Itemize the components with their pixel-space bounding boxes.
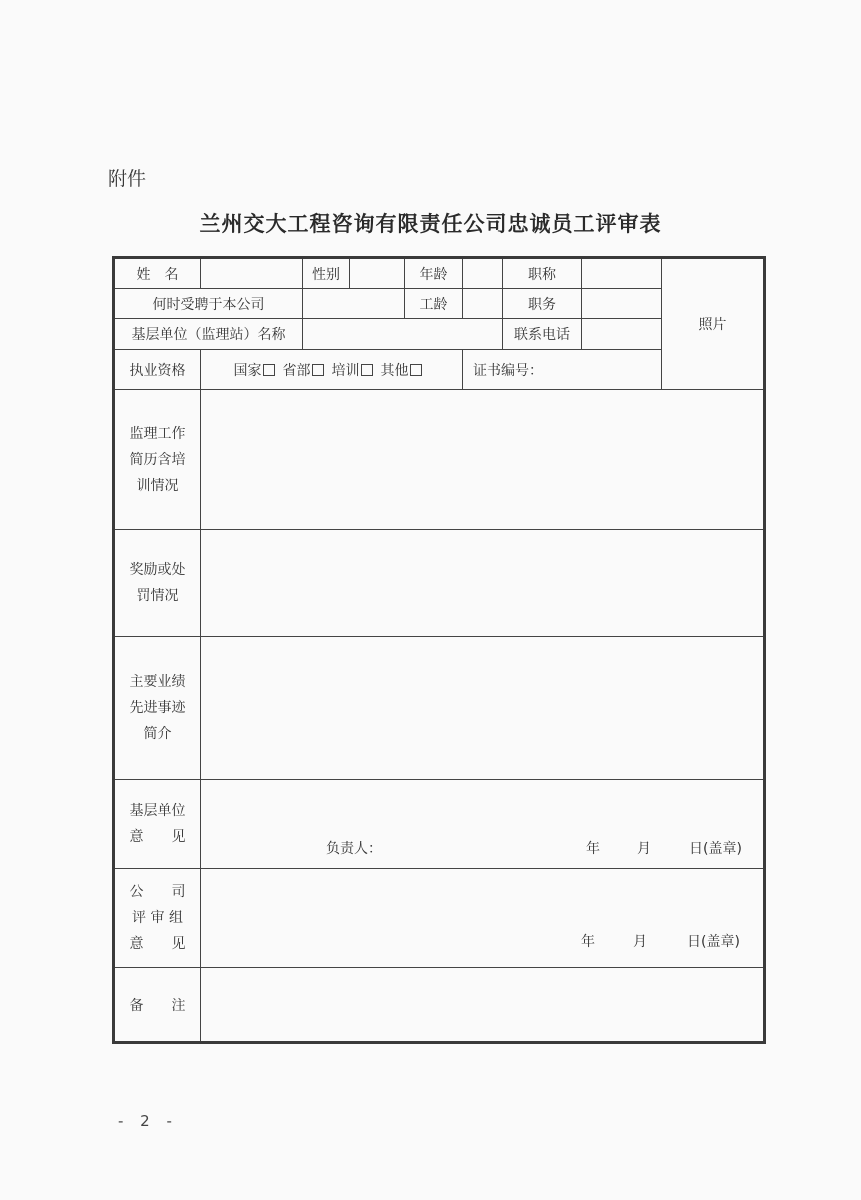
day-seal-label: 日(盖章) [689,841,742,857]
title-label: 职称 [503,258,582,289]
remarks-label: 备 注 [114,968,201,1043]
photo-label: 照片 [698,317,727,333]
option-national[interactable]: 国家 [234,363,283,379]
age-label: 年龄 [405,258,463,289]
option-provincial[interactable]: 省部 [283,363,332,379]
awards-label: 奖励或处 罚情况 [114,530,201,637]
name-field[interactable] [201,258,303,289]
option-training[interactable]: 培训 [332,363,381,379]
title-field[interactable] [582,258,662,289]
checkbox-icon[interactable] [263,364,275,376]
checkbox-icon[interactable] [361,364,373,376]
unit-opinion-field[interactable] [201,780,765,869]
photo-box [662,258,765,390]
form-title: 兰州交大工程咨询有限责任公司忠诚员工评审表 [199,212,662,236]
hired-when-label: 何时受聘于本公司 [114,289,303,319]
achievements-field[interactable] [201,637,765,780]
phone-field[interactable] [582,319,662,350]
resume-field[interactable] [201,390,765,530]
responsible-label: 负责人： [326,841,382,857]
hired-when-field[interactable] [303,289,405,319]
unit-opinion-label: 基层单位 意 见 [114,780,201,869]
page-number: - 2 - [118,1112,178,1130]
checkbox-icon[interactable] [312,364,324,376]
remarks-field[interactable] [201,968,765,1043]
option-other[interactable]: 其他 [381,363,430,379]
achievements-label: 主要业绩 先进事迹 简介 [114,637,201,780]
qualification-label: 执业资格 [114,350,201,390]
awards-field[interactable] [201,530,765,637]
work-years-label: 工龄 [405,289,463,319]
unit-name-field[interactable] [303,319,503,350]
review-form-table [112,256,766,1044]
company-signature-line [201,869,763,967]
day-seal-label: 日(盖章) [687,934,740,950]
cert-no-cell[interactable] [463,350,662,390]
gender-field[interactable] [350,258,405,289]
company-opinion-field[interactable] [201,869,765,968]
gender-label: 性别 [303,258,350,289]
checkbox-icon[interactable] [410,364,422,376]
work-years-field[interactable] [463,289,503,319]
year-label: 年 [581,934,595,950]
name-label: 姓 名 [114,258,201,289]
year-label: 年 [586,841,600,857]
month-label: 月 [633,934,647,950]
unit-name-label: 基层单位（监理站）名称 [114,319,303,350]
company-opinion-label: 公 司 评 审 组 意 见 [114,869,201,968]
resume-label: 监理工作 简历含培 训情况 [114,390,201,530]
cert-no-label: 证书编号： [473,362,543,379]
unit-signature-line [201,780,763,868]
age-field[interactable] [463,258,503,289]
position-label: 职务 [503,289,582,319]
annex-label: 附件 [108,168,147,190]
position-field[interactable] [582,289,662,319]
qualification-options [201,350,463,390]
phone-label: 联系电话 [503,319,582,350]
month-label: 月 [637,841,651,857]
